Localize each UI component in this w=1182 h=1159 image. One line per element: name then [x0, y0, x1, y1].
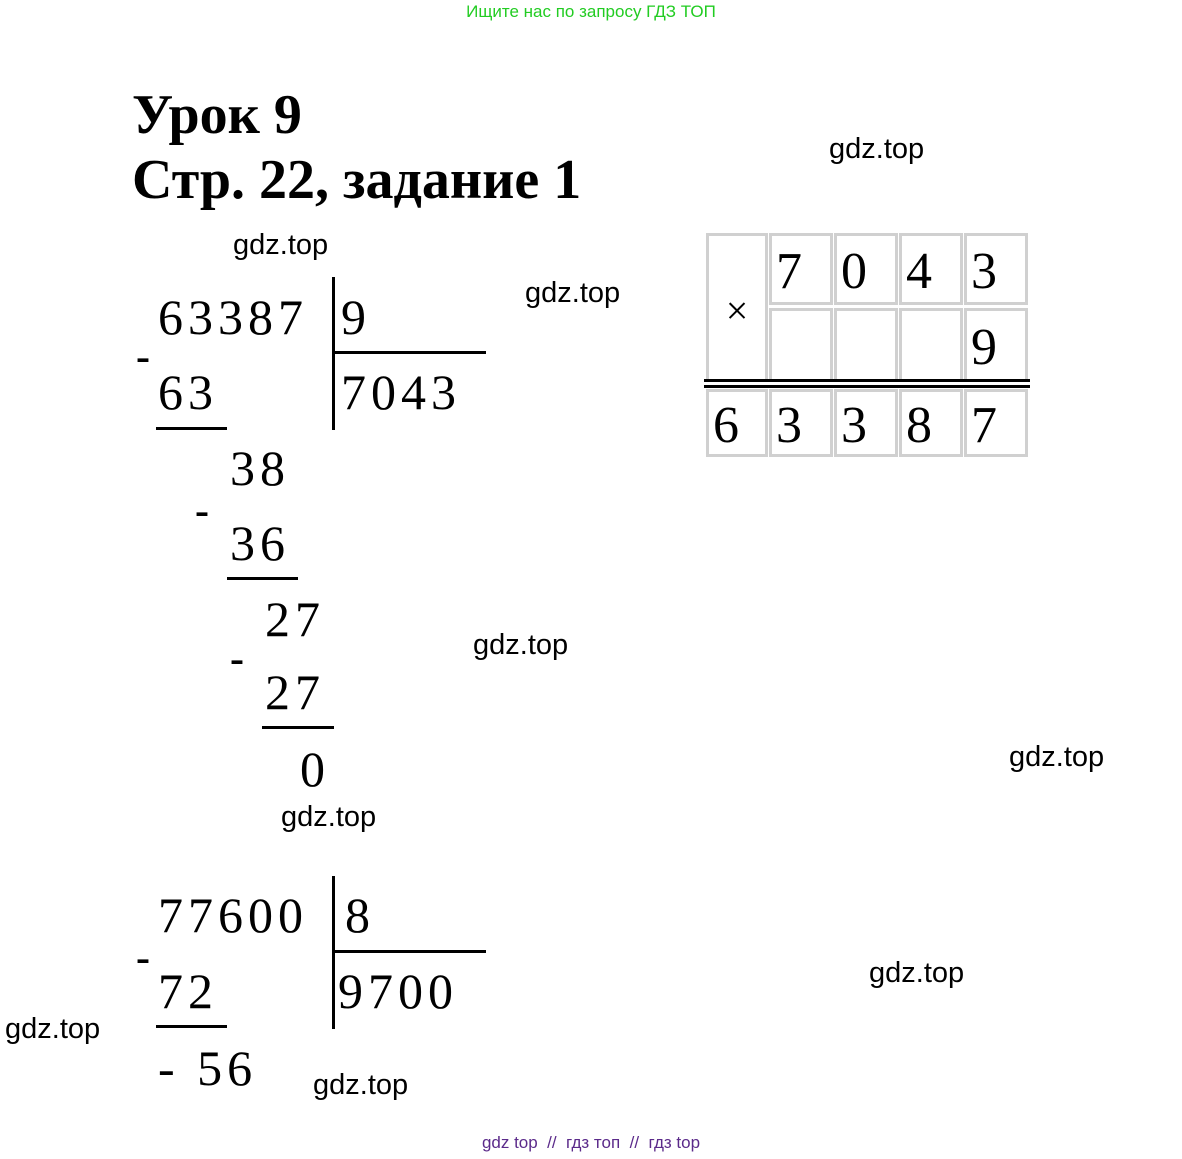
- watermark: gdz.top: [473, 629, 569, 661]
- product-digit: 6: [706, 389, 768, 457]
- subtrahend: 27: [265, 664, 325, 720]
- watermark: gdz.top: [281, 801, 377, 833]
- subtrahend: 72: [158, 963, 218, 1019]
- remainder: 27: [265, 591, 325, 647]
- subtraction-line: [156, 427, 227, 430]
- watermark: gdz.top: [233, 229, 329, 261]
- minus-sign: -: [136, 935, 150, 981]
- watermark: gdz.top: [5, 1013, 101, 1045]
- dividend: 63387: [158, 289, 308, 345]
- final-remainder: 0: [300, 741, 330, 797]
- quotient: 7043: [341, 364, 461, 420]
- operator-cell: [706, 233, 768, 382]
- top-banner: Ищите нас по запросу ГДЗ ТОП: [466, 2, 716, 21]
- multiplier-digit: [769, 308, 833, 382]
- multiplier-digit: [899, 308, 963, 382]
- watermark: gdz.top: [869, 957, 965, 989]
- watermark: gdz.top: [525, 277, 621, 309]
- remainder: - 56: [158, 1040, 258, 1096]
- result-line: [704, 379, 1030, 382]
- remainder: 38: [230, 440, 290, 496]
- product-digit: 3: [769, 389, 833, 457]
- subtraction-line: [156, 1025, 227, 1028]
- product-digit: 8: [899, 389, 963, 457]
- dividend: 77600: [158, 887, 308, 943]
- multiplier-digit: [834, 308, 898, 382]
- division-bracket-horizontal: [332, 351, 486, 354]
- watermark: gdz.top: [1009, 741, 1105, 773]
- quotient: 9700: [338, 963, 458, 1019]
- minus-sign: -: [195, 488, 209, 534]
- multiplicand-digit: 7: [769, 233, 833, 305]
- multiplier-digit: 9: [964, 308, 1028, 382]
- multiplicand-digit: 3: [964, 233, 1028, 305]
- division-bracket-horizontal: [332, 950, 486, 953]
- times-icon: ×: [725, 288, 749, 333]
- multiplicand-digit: 4: [899, 233, 963, 305]
- divisor: 9: [341, 289, 371, 345]
- divisor: 8: [345, 887, 375, 943]
- subtraction-line: [262, 726, 334, 729]
- result-line: [704, 385, 1030, 388]
- product-digit: 3: [834, 389, 898, 457]
- watermark: gdz.top: [829, 133, 925, 165]
- product-digit: 7: [964, 389, 1028, 457]
- lesson-title: Урок 9: [132, 84, 302, 146]
- minus-sign: -: [230, 636, 244, 682]
- watermark: gdz.top: [313, 1069, 409, 1101]
- subtrahend: 36: [230, 515, 290, 571]
- task-title: Стр. 22, задание 1: [132, 149, 582, 211]
- multiplicand-digit: 0: [834, 233, 898, 305]
- minus-sign: -: [136, 334, 150, 380]
- subtrahend: 63: [158, 364, 218, 420]
- subtraction-line: [227, 577, 298, 580]
- bottom-banner: gdz top // гдз топ // гдз top: [481, 1133, 701, 1152]
